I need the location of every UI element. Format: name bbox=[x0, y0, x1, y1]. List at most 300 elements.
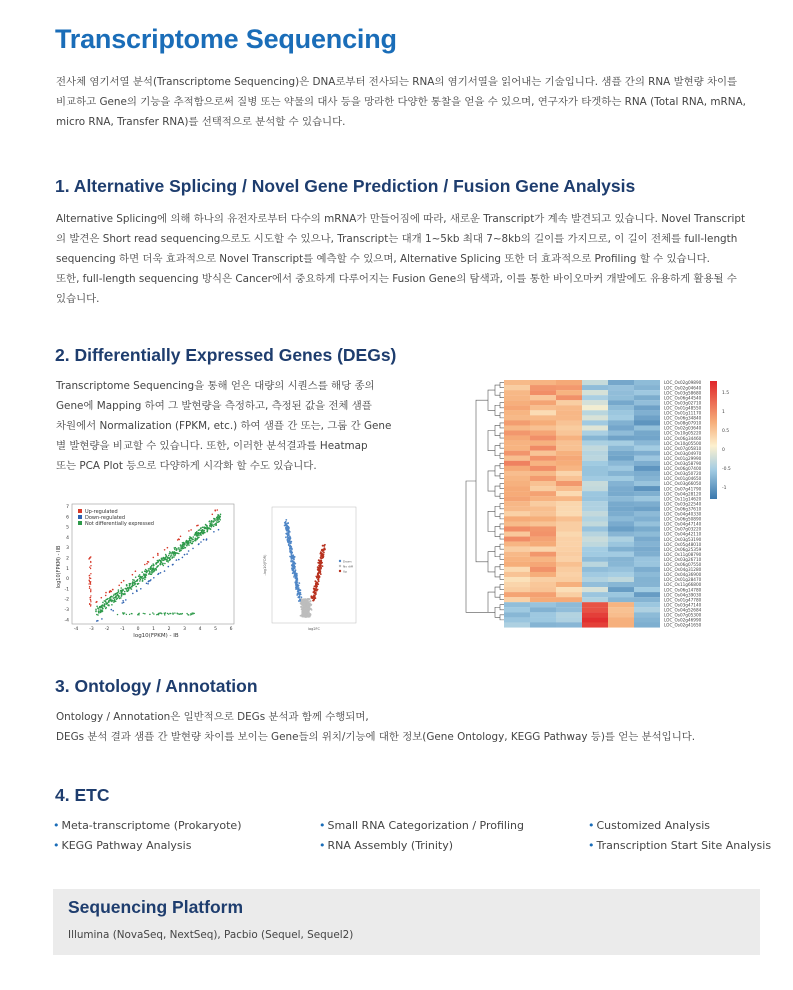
scatter-point bbox=[114, 597, 116, 599]
scatter-point bbox=[141, 577, 143, 579]
heatmap-cell bbox=[556, 481, 582, 486]
heatmap-cell bbox=[530, 496, 556, 501]
volcano-point bbox=[294, 571, 296, 573]
scatter-point bbox=[156, 563, 158, 565]
scatter-point bbox=[169, 551, 171, 553]
scatter-point bbox=[188, 550, 190, 552]
scatter-point bbox=[153, 613, 154, 614]
volcano-point bbox=[305, 602, 307, 604]
heatmap-cell bbox=[504, 592, 530, 597]
scatter-point bbox=[151, 573, 153, 575]
heatmap-cell bbox=[556, 582, 582, 587]
scatter-point bbox=[211, 525, 213, 527]
section-1-line: Alternative Splicing에 의해 하나의 유전자로부터 다수의 mRNA가 만들어짐에 따라, 새로운 Transcript가 계속 발견되고 있습니다. Novel Transcript bbox=[56, 213, 746, 225]
heatmap-cell bbox=[556, 612, 582, 617]
ma-scatter-plot bbox=[56, 502, 241, 639]
heatmap-row-label: LOC_Os03g66050 bbox=[664, 481, 702, 487]
section-3-line: Ontology / Annotation은 일반적으로 DEGs 분석과 함께 수행되며, bbox=[56, 711, 369, 723]
scatter-point bbox=[148, 568, 150, 570]
volcano-plot bbox=[260, 505, 360, 633]
scatter-ylabel: log10(FPKM) - IIB bbox=[56, 545, 62, 589]
heatmap-cell bbox=[530, 380, 556, 385]
volcano-point bbox=[320, 564, 322, 566]
heatmap-cell bbox=[530, 516, 556, 521]
heatmap-row-label: LOC_Os04g42110 bbox=[664, 531, 702, 537]
heatmap-cell bbox=[608, 405, 634, 410]
scatter-point bbox=[90, 590, 91, 591]
scatter-point bbox=[202, 529, 204, 531]
volcano-legend-ns: No diff bbox=[343, 564, 353, 569]
scatter-point bbox=[163, 557, 165, 559]
heatmap-cell bbox=[556, 547, 582, 552]
volcano-point bbox=[293, 560, 295, 562]
heatmap-row-label: LOC_Os05g48010 bbox=[664, 541, 702, 547]
scatter-point bbox=[117, 614, 118, 615]
heatmap-cell bbox=[582, 617, 608, 622]
heatmap-cell bbox=[556, 451, 582, 456]
scatter-point bbox=[153, 557, 155, 559]
heatmap-cell bbox=[556, 562, 582, 567]
scatter-point bbox=[95, 609, 97, 611]
heatmap-cell bbox=[556, 532, 582, 537]
heatmap-cell bbox=[634, 597, 660, 602]
scatter-point bbox=[138, 613, 139, 614]
heatmap-cell bbox=[582, 431, 608, 436]
scatter-point bbox=[152, 568, 154, 570]
heatmap-cell bbox=[504, 537, 530, 542]
heatmap-cell bbox=[504, 506, 530, 511]
heatmap-cell bbox=[634, 557, 660, 562]
heatmap-cell bbox=[556, 476, 582, 481]
scatter-point bbox=[212, 514, 214, 516]
heatmap-cell bbox=[530, 400, 556, 405]
scatter-point bbox=[107, 604, 109, 606]
heatmap-cell bbox=[530, 410, 556, 415]
scatter-y-tick: 0 bbox=[66, 577, 69, 583]
volcano-point bbox=[316, 584, 318, 586]
scatter-point bbox=[157, 553, 159, 555]
heatmap-cell bbox=[582, 607, 608, 612]
scatter-point bbox=[133, 579, 135, 581]
scatter-point bbox=[139, 580, 141, 582]
volcano-point bbox=[289, 551, 291, 553]
heatmap-cell bbox=[608, 380, 634, 385]
volcano-point bbox=[286, 534, 288, 536]
volcano-point bbox=[291, 553, 293, 555]
volcano-point bbox=[292, 558, 294, 560]
scatter-point bbox=[140, 579, 142, 581]
scatter-point bbox=[129, 585, 131, 587]
scatter-point bbox=[196, 531, 198, 533]
heatmap-cell bbox=[504, 572, 530, 577]
heatmap-cell bbox=[504, 562, 530, 567]
heatmap-cell bbox=[634, 592, 660, 597]
scatter-point bbox=[90, 565, 91, 566]
scatter-point bbox=[123, 602, 125, 604]
scatter-point bbox=[96, 606, 98, 608]
scatter-point bbox=[200, 534, 202, 536]
heatmap-row-label: LOC_Os01g29990 bbox=[664, 455, 702, 461]
section-2-line: 차원에서 Normalization (FPKM, etc.) 하여 샘플 간 또는, 그룹 간 Gene bbox=[56, 420, 392, 432]
scatter-point bbox=[90, 573, 91, 574]
scatter-point bbox=[184, 554, 186, 556]
heatmap-cell bbox=[582, 385, 608, 390]
heatmap-cell bbox=[556, 607, 582, 612]
scatter-point bbox=[100, 607, 102, 609]
heatmap-cell bbox=[504, 471, 530, 476]
volcano-point bbox=[295, 576, 297, 578]
heatmap-cell bbox=[504, 431, 530, 436]
heatmap-cell bbox=[504, 617, 530, 622]
scatter-x-tick: 1 bbox=[152, 627, 155, 632]
heatmap-row-label: LOC_Os06g14780 bbox=[664, 587, 702, 593]
scatter-point bbox=[213, 526, 215, 528]
heatmap-cell bbox=[608, 557, 634, 562]
scatter-point bbox=[121, 582, 123, 584]
scatter-point bbox=[166, 556, 168, 558]
scatter-point bbox=[174, 555, 176, 557]
heatmap-cell bbox=[634, 491, 660, 496]
volcano-point bbox=[324, 548, 326, 550]
heatmap-cell bbox=[582, 395, 608, 400]
scatter-point bbox=[158, 565, 160, 567]
scatter-point bbox=[168, 566, 170, 568]
scatter-x-ticks bbox=[74, 626, 233, 632]
heatmap-cell bbox=[634, 390, 660, 395]
legend-up-label: Up-regulated bbox=[85, 509, 118, 515]
heatmap-cell bbox=[608, 471, 634, 476]
scatter-point bbox=[114, 599, 116, 601]
heatmap-cell bbox=[582, 415, 608, 420]
volcano-point bbox=[291, 555, 293, 557]
heatmap-row-label: LOC_Os06g07550 bbox=[664, 562, 702, 567]
heatmap-cell bbox=[530, 532, 556, 537]
scatter-point bbox=[166, 560, 168, 562]
scatter-point bbox=[155, 568, 157, 570]
volcano-point bbox=[297, 589, 299, 591]
heatmap-cell bbox=[634, 516, 660, 521]
scatter-point bbox=[105, 607, 107, 609]
volcano-point bbox=[318, 568, 320, 570]
scatter-point bbox=[169, 613, 170, 614]
scatter-point bbox=[219, 516, 221, 518]
scatter-point bbox=[131, 613, 132, 614]
heatmap-row-label: LOC_Os10g05220 bbox=[664, 430, 702, 436]
heatmap-cell bbox=[530, 572, 556, 577]
scatter-point bbox=[193, 536, 195, 538]
scatter-point bbox=[153, 564, 155, 566]
scatter-point bbox=[110, 596, 112, 598]
heatmap-cell bbox=[556, 501, 582, 506]
scatter-point bbox=[115, 594, 117, 596]
heatmap-cell bbox=[634, 486, 660, 491]
scatter-point bbox=[191, 538, 193, 540]
heatmap-cell bbox=[608, 582, 634, 587]
scatter-point bbox=[152, 612, 153, 613]
heatmap-row-label: LOC_Os06g34840 bbox=[664, 415, 702, 421]
volcano-point bbox=[305, 608, 307, 610]
etc-item-label: Small RNA Categorization / Profiling bbox=[327, 819, 524, 832]
scatter-point bbox=[105, 592, 107, 594]
scatter-point bbox=[216, 517, 218, 519]
scatter-point bbox=[90, 568, 91, 569]
scatter-point bbox=[104, 600, 106, 602]
volcano-point bbox=[322, 549, 324, 551]
scatter-point bbox=[198, 544, 200, 546]
volcano-point bbox=[322, 554, 324, 556]
section-2-line: 또는 PCA Plot 등으로 다양하게 시각화 할 수도 있습니다. bbox=[56, 460, 317, 472]
heatmap-cell bbox=[634, 410, 660, 415]
scatter-point bbox=[148, 573, 150, 575]
heatmap-cell bbox=[504, 456, 530, 461]
heatmap-cell bbox=[634, 451, 660, 456]
heatmap-cell bbox=[608, 622, 634, 627]
heatmap-cell bbox=[556, 400, 582, 405]
heatmap-cell bbox=[608, 577, 634, 582]
heatmap-cell bbox=[582, 425, 608, 430]
heatmap-row-label: LOC_Os06g34460 bbox=[664, 435, 702, 441]
heatmap-cell bbox=[504, 461, 530, 466]
scatter-point bbox=[188, 530, 190, 532]
scatter-point bbox=[131, 586, 133, 588]
heatmap-cell bbox=[582, 562, 608, 567]
scatter-point bbox=[123, 613, 124, 614]
heatmap-cell bbox=[504, 420, 530, 425]
heatmap-cell bbox=[530, 622, 556, 627]
scatter-point bbox=[174, 612, 175, 613]
heatmap-cell bbox=[530, 491, 556, 496]
volcano-point bbox=[309, 608, 311, 610]
heatmap-cells bbox=[504, 380, 660, 628]
heatmap-cell bbox=[634, 461, 660, 466]
heatmap-cell bbox=[530, 597, 556, 602]
scatter-point bbox=[125, 599, 127, 601]
scatter-point bbox=[98, 612, 100, 614]
scatter-x-tick: 0 bbox=[136, 627, 140, 632]
scatter-point bbox=[195, 533, 197, 535]
etc-item bbox=[588, 819, 710, 832]
scatter-point bbox=[206, 525, 208, 527]
heatmap-cell bbox=[556, 405, 582, 410]
scatter-point bbox=[136, 580, 138, 582]
scatter-point bbox=[177, 613, 178, 614]
scatter-point bbox=[200, 541, 202, 543]
heatmap-cell bbox=[504, 521, 530, 526]
scatter-point bbox=[192, 548, 194, 550]
scatter-point bbox=[115, 595, 117, 597]
heatmap-cell bbox=[608, 395, 634, 400]
volcano-point bbox=[303, 615, 305, 617]
scatter-point bbox=[194, 613, 195, 614]
scatter-point bbox=[165, 612, 166, 613]
heatmap-cell bbox=[530, 506, 556, 511]
scatter-point bbox=[216, 521, 218, 523]
heatmap-cell bbox=[608, 456, 634, 461]
heatmap-cell bbox=[608, 486, 634, 491]
scatter-point bbox=[197, 537, 199, 539]
scatter-point bbox=[209, 523, 211, 525]
scatter-y-tick: -3 bbox=[64, 608, 69, 613]
heatmap-row-label: LOC_Os08g07910 bbox=[664, 420, 702, 426]
volcano-point bbox=[285, 522, 287, 524]
scatter-point bbox=[196, 525, 198, 527]
volcano-legend-ns-dot bbox=[339, 565, 341, 567]
scatter-point bbox=[144, 613, 145, 614]
heatmap-cell bbox=[582, 552, 608, 557]
scatter-point bbox=[89, 597, 90, 598]
scatter-x-tick: -1 bbox=[120, 627, 125, 632]
scatter-point bbox=[160, 612, 161, 613]
heatmap-cell bbox=[608, 607, 634, 612]
heatmap-row-label: LOC_Os03g47140 bbox=[664, 602, 702, 608]
volcano-point bbox=[307, 605, 309, 607]
heatmap-cell bbox=[634, 526, 660, 531]
volcano-point bbox=[290, 561, 292, 563]
heatmap-cell bbox=[504, 415, 530, 420]
heatmap-cell bbox=[634, 496, 660, 501]
heatmap-cell bbox=[530, 562, 556, 567]
volcano-point bbox=[318, 580, 320, 582]
scatter-point bbox=[173, 613, 174, 614]
heatmap-row-label: LOC_Os06g07400 bbox=[664, 466, 702, 472]
heatmap-cell bbox=[582, 567, 608, 572]
bullet-icon: • bbox=[319, 819, 326, 832]
scatter-point bbox=[96, 620, 98, 622]
scatter-y-tick: 4 bbox=[66, 535, 69, 541]
heatmap-cell bbox=[608, 597, 634, 602]
scatter-point bbox=[205, 528, 207, 530]
scatter-point bbox=[203, 530, 205, 532]
scatter-point bbox=[90, 595, 91, 596]
sequencing-platform-box bbox=[53, 889, 760, 955]
heatmap-cell bbox=[530, 521, 556, 526]
scatter-point bbox=[121, 593, 123, 595]
heatmap-cell bbox=[582, 456, 608, 461]
scatter-point bbox=[148, 570, 150, 572]
scatter-point bbox=[88, 558, 89, 559]
heatmap-scale-tick: -1 bbox=[722, 486, 727, 491]
scatter-point bbox=[176, 559, 178, 561]
etc-item-label: Transcription Start Site Analysis bbox=[596, 839, 772, 852]
volcano-legend-up-dot bbox=[339, 570, 341, 572]
volcano-point bbox=[289, 536, 291, 538]
heatmap-color-scale bbox=[710, 381, 717, 499]
heatmap-cell bbox=[504, 552, 530, 557]
volcano-point bbox=[304, 612, 306, 614]
heatmap-row-label: LOC_Os03g02710 bbox=[664, 400, 702, 406]
scatter-point bbox=[90, 561, 91, 562]
heatmap-cell bbox=[530, 607, 556, 612]
scatter-point bbox=[198, 535, 200, 537]
heatmap-cell bbox=[556, 592, 582, 597]
scatter-point bbox=[118, 585, 120, 587]
scatter-point bbox=[196, 535, 198, 537]
heatmap-cell bbox=[556, 436, 582, 441]
scatter-y-tick: 5 bbox=[66, 525, 69, 531]
volcano-point bbox=[304, 605, 306, 607]
volcano-point bbox=[295, 588, 297, 590]
volcano-point bbox=[317, 573, 319, 575]
heatmap-row-label: LOC_Os04g28120 bbox=[664, 491, 702, 497]
heatmap-row-label: LOC_Os02g41650 bbox=[664, 622, 702, 628]
volcano-point bbox=[294, 556, 296, 558]
heatmap-cell bbox=[556, 425, 582, 430]
heatmap-cell bbox=[556, 446, 582, 451]
heatmap-cell bbox=[634, 617, 660, 622]
scatter-point bbox=[168, 614, 169, 615]
scatter-point bbox=[184, 543, 186, 545]
heatmap-cell bbox=[608, 476, 634, 481]
scatter-point bbox=[192, 541, 194, 543]
volcano-point bbox=[321, 562, 323, 564]
scatter-point bbox=[182, 557, 184, 559]
etc-item-label: KEGG Pathway Analysis bbox=[61, 839, 192, 852]
heatmap-cell bbox=[634, 441, 660, 446]
scatter-point bbox=[158, 573, 160, 575]
heatmap-cell bbox=[556, 552, 582, 557]
heatmap-cell bbox=[608, 496, 634, 501]
volcano-point bbox=[290, 548, 292, 550]
scatter-point bbox=[192, 539, 194, 541]
scatter-x-tick: 3 bbox=[183, 627, 186, 632]
heatmap-cell bbox=[634, 405, 660, 410]
scatter-point bbox=[144, 574, 146, 576]
heatmap-cell bbox=[556, 597, 582, 602]
heatmap-cell bbox=[530, 481, 556, 486]
heatmap-row-label: LOC_Os07g03220 bbox=[664, 526, 702, 532]
scatter-point bbox=[136, 590, 138, 592]
heatmap-cell bbox=[530, 431, 556, 436]
heatmap-row-label: LOC_Os02g46990 bbox=[664, 617, 702, 623]
heatmap-cell bbox=[504, 436, 530, 441]
scatter-point bbox=[132, 574, 134, 576]
heatmap-row-label: LOC_Os06g37610 bbox=[664, 506, 702, 512]
scatter-point bbox=[159, 564, 161, 566]
heatmap-cell bbox=[634, 577, 660, 582]
heatmap-cell bbox=[608, 436, 634, 441]
heatmap-cell bbox=[556, 526, 582, 531]
heatmap-cell bbox=[530, 456, 556, 461]
heatmap-cell bbox=[608, 481, 634, 486]
heatmap-cell bbox=[530, 471, 556, 476]
scatter-point bbox=[161, 559, 163, 561]
volcano-point bbox=[297, 584, 299, 586]
scatter-x-tick: 5 bbox=[214, 627, 217, 632]
volcano-xlabel: log2FC bbox=[307, 627, 321, 631]
intro-line: 전사체 염기서열 분석(Transcriptome Sequencing)은 DNA로부터 전사되는 RNA의 염기서열을 읽어내는 기술입니다. 샘플 간의 RNA 발현량 차이를 bbox=[56, 76, 738, 88]
heatmap-cell bbox=[504, 622, 530, 627]
scatter-xlabel: log10(FPKM) - IB bbox=[133, 633, 179, 639]
heatmap-cell bbox=[582, 557, 608, 562]
heatmap-scale-ticks bbox=[722, 390, 731, 491]
heatmap-cell bbox=[634, 456, 660, 461]
heatmap-cell bbox=[634, 380, 660, 385]
heatmap-cell bbox=[556, 506, 582, 511]
scatter-point bbox=[178, 613, 179, 614]
scatter-point bbox=[186, 613, 187, 614]
heatmap-cell bbox=[504, 486, 530, 491]
volcano-point bbox=[284, 525, 286, 527]
heatmap-cell bbox=[608, 415, 634, 420]
scatter-point bbox=[203, 532, 205, 534]
heatmap-row-label: LOC_Os02g03640 bbox=[664, 425, 702, 431]
heatmap-row-label: LOC_Os04g52684 bbox=[664, 607, 702, 613]
volcano-point bbox=[319, 576, 321, 578]
heatmap-row-label: LOC_Os06g50890 bbox=[664, 516, 702, 522]
scatter-point bbox=[170, 556, 172, 558]
heatmap-cell bbox=[530, 592, 556, 597]
scatter-point bbox=[188, 544, 190, 546]
